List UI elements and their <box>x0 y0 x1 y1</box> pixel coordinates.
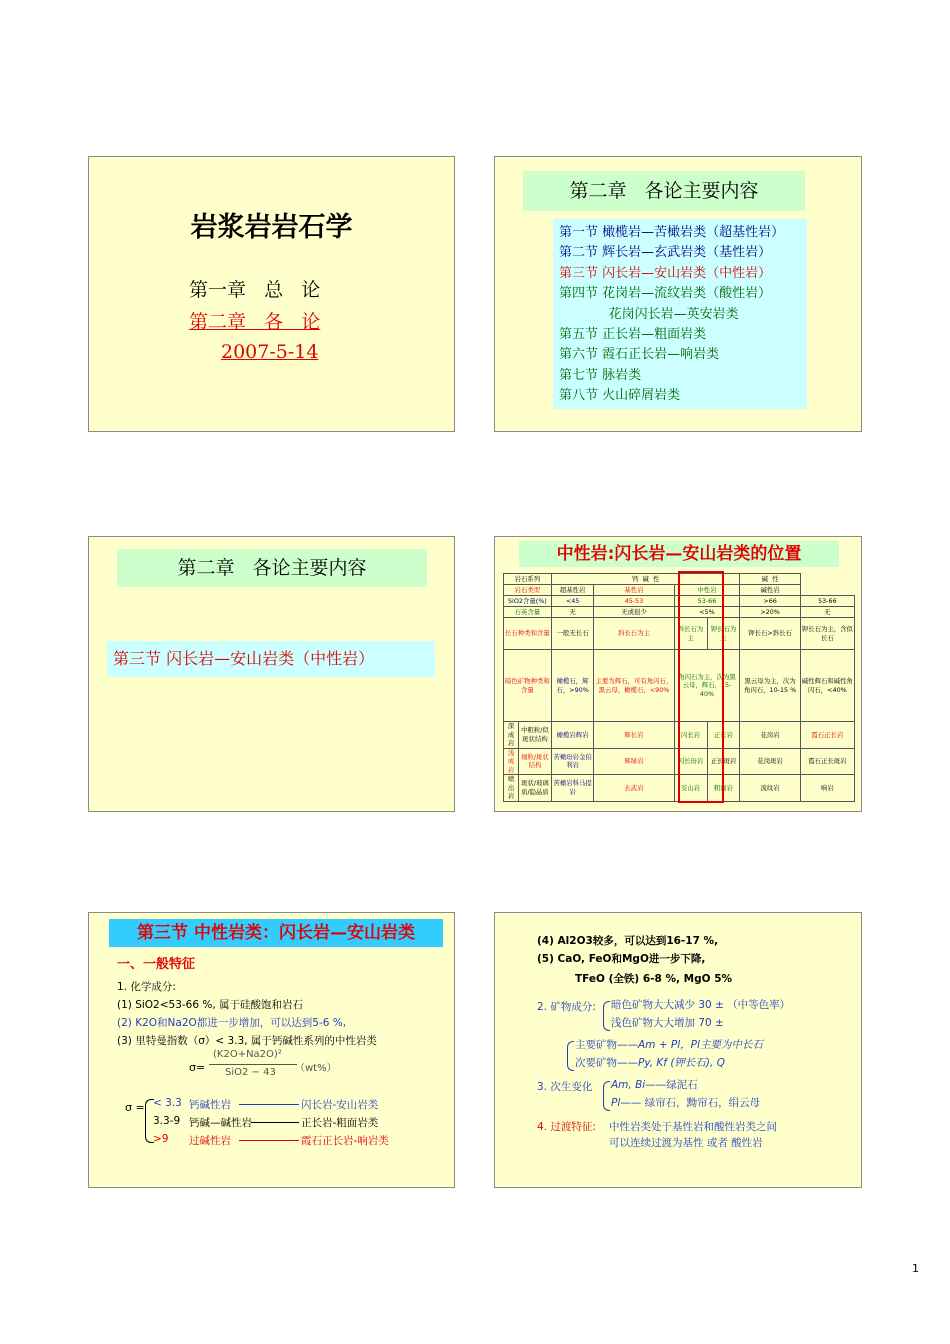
table-cell: 岩石系列 <box>504 574 552 585</box>
text-line: 浅色矿物大大增加 70 ± <box>611 1017 724 1029</box>
text-line: 1. 化学成分: <box>117 981 176 993</box>
slide-header: 第二章 各论主要内容 <box>523 171 805 211</box>
slide-section <box>88 536 455 812</box>
table-cell: 花岗斑岩 <box>740 748 800 775</box>
rock-class: 闪长岩-安山岩类 <box>301 1099 379 1111</box>
table-cell: 苦橄玢岩金伯利岩 <box>551 748 594 775</box>
table-cell: 细粒/斑状结构 <box>519 748 552 775</box>
table-cell: 正长岩 <box>707 722 740 749</box>
table-cell: 安山岩 <box>674 775 707 802</box>
table-cell: 响岩 <box>800 775 854 802</box>
table-cell: 喷出岩 <box>504 775 519 802</box>
table-cell: >20% <box>740 607 800 618</box>
sigma-range: < 3.3 <box>153 1097 182 1109</box>
table-cell: 斜长石为主 <box>674 618 707 650</box>
table-cell: 霞石正长岩 <box>800 722 854 749</box>
slide-header: 中性岩:闪长岩—安山岩类的位置 <box>519 541 839 567</box>
slide-contents <box>494 156 862 432</box>
list-item: 花岗闪长岩—英安岩类 <box>559 306 739 322</box>
text-line: 次要矿物——Py, Kf (钾长石), Q <box>575 1057 725 1069</box>
formula-denominator: SiO2 − 43 <box>225 1067 276 1078</box>
table-cell: 无 <box>800 607 854 618</box>
table-cell: 暗色矿物种类和含量 <box>504 650 552 722</box>
table-cell: 浅成岩 <box>504 748 519 775</box>
slide-features-cont <box>494 912 862 1188</box>
table-cell: 钾长石为主 <box>707 618 740 650</box>
formula-lhs: σ= <box>189 1061 206 1074</box>
brace <box>603 1001 610 1031</box>
list-item: 第四节 花岗岩—流纹岩类（酸性岩） <box>559 286 772 302</box>
table-cell: 45-53 <box>594 596 674 607</box>
table-row <box>504 585 855 596</box>
table-cell: 角闪石为主，次为黑云母，辉石，15-40% <box>674 650 740 722</box>
table-cell: 闪长玢岩 <box>674 748 707 775</box>
table-cell: 长石种类和含量 <box>504 618 552 650</box>
table-cell: 闪长岩 <box>674 722 707 749</box>
sigma-range: >9 <box>153 1133 169 1145</box>
table-row <box>504 618 855 650</box>
rock-class: 霞石正长岩-响岩类 <box>301 1135 389 1147</box>
table-cell: 流纹岩 <box>740 775 800 802</box>
table-row <box>504 748 855 775</box>
table-cell: 黑云母为主，次为角闪石，10-15 % <box>740 650 800 722</box>
table-cell: 无或很少 <box>594 607 674 618</box>
text-line: 可以连续过渡为基性 或者 酸性岩 <box>609 1137 763 1149</box>
text-line: (3) 里特曼指数（σ）< 3.3, 属于钙碱性系列的中性岩类 <box>117 1035 377 1047</box>
table-row <box>504 722 855 749</box>
brace <box>567 1041 574 1071</box>
text-line: TFeO (全铁) 6-8 %, MgO 5% <box>575 973 733 985</box>
slide-position-table <box>494 536 862 812</box>
table-cell: 钾长石为主，含似长石 <box>800 618 854 650</box>
text-line: (5) CaO, FeO和MgO进一步下降, <box>537 953 706 965</box>
table-cell: 碱性辉石和碱性角闪石，<40% <box>800 650 854 722</box>
list-item: 第二节 辉长岩—玄武岩类（基性岩） <box>559 245 772 261</box>
table-cell: >66 <box>740 596 800 607</box>
list-item: 第七节 脉岩类 <box>559 367 642 383</box>
table-cell: 正长斑岩 <box>707 748 740 775</box>
sigma-range: 3.3-9 <box>153 1115 181 1127</box>
list-item: 第八节 火山碎屑岩类 <box>559 388 681 404</box>
table-cell: 斑状/玻璃质/隐晶质 <box>519 775 552 802</box>
table-cell: 苦橄岩科马提岩 <box>551 775 594 802</box>
table-cell: 粗面岩 <box>707 775 740 802</box>
arrow-line <box>251 1122 299 1123</box>
date-line: 2007-5-14 <box>221 341 319 363</box>
table-cell: <5% <box>674 607 740 618</box>
table-cell: 碱性岩 <box>740 585 800 596</box>
fraction-line <box>209 1064 297 1065</box>
formula-unit: （wt%） <box>295 1063 337 1074</box>
transition-label: 4. 过渡特征: <box>537 1121 596 1133</box>
table-cell: 辉长岩 <box>594 722 674 749</box>
slide-general-features <box>88 912 455 1188</box>
rock-series: 过碱性岩 <box>189 1135 231 1147</box>
table-cell: 中性岩 <box>674 585 740 596</box>
table-cell: 橄榄岩辉岩 <box>551 722 594 749</box>
brace <box>603 1081 610 1111</box>
alteration-label: 3. 次生变化 <box>537 1081 593 1093</box>
table-cell: 一般无长石 <box>551 618 594 650</box>
table-cell: SiO2含量(%) <box>504 596 552 607</box>
table-row <box>504 607 855 618</box>
table-cell: 深成岩 <box>504 722 519 749</box>
list-item: 第五节 正长岩—粗面岩类 <box>559 326 707 342</box>
table-cell: 主要为辉石，可有角闪石，黑云母，橄榄石，<90% <box>594 650 674 722</box>
rock-class: 正长岩-粗面岩类 <box>301 1117 379 1129</box>
page-number: 1 <box>912 1262 919 1275</box>
slide-header: 第二章 各论主要内容 <box>117 549 427 587</box>
arrow-line <box>239 1104 299 1105</box>
subheading: 一、一般特征 <box>117 957 196 972</box>
formula-numerator: (K2O+Na2O)² <box>213 1049 282 1060</box>
table-cell: 玄武岩 <box>594 775 674 802</box>
slide-title <box>88 156 455 432</box>
chapter-two-line: 第二章 各 论 <box>189 311 321 333</box>
table-cell: 中粗粒/似斑状结构 <box>519 722 552 749</box>
table-row <box>504 775 855 802</box>
table-cell: 钙 碱 性 <box>551 574 740 585</box>
sigma-label: σ = <box>125 1101 145 1114</box>
rock-series: 钙碱—碱性岩 <box>189 1117 252 1129</box>
text-line: (1) SiO2<53-66 %, 属于硅酸饱和岩石 <box>117 999 304 1011</box>
table-cell: 花岗岩 <box>740 722 800 749</box>
list-item: 第六节 霞石正长岩—响岩类 <box>559 347 720 363</box>
table-cell: 霞石正长斑岩 <box>800 748 854 775</box>
mineral-label: 2. 矿物成分: <box>537 1001 596 1013</box>
table-row <box>504 596 855 607</box>
table-cell: 钾长石>斜长石 <box>740 618 800 650</box>
list-item: 第三节 闪长岩—安山岩类（中性岩） <box>559 265 772 281</box>
text-line: Pl—— 绿帘石，黝帘石，绢云母 <box>611 1097 761 1109</box>
table-cell: 基性岩 <box>594 585 674 596</box>
table-cell: 超基性岩 <box>551 585 594 596</box>
section-list <box>553 219 807 409</box>
text-line: Am, Bi——绿泥石 <box>611 1079 698 1091</box>
table-row <box>504 574 855 585</box>
slide-header: 第三节 中性岩类：闪长岩—安山岩类 <box>109 919 443 947</box>
table-cell: 53-66 <box>674 596 740 607</box>
text-line: 中性岩类处于基性岩和酸性岩类之间 <box>609 1121 777 1133</box>
table-cell: 橄榄石，辉石，>90% <box>551 650 594 722</box>
table-cell: 53-66 <box>800 596 854 607</box>
text-line: (4) Al2O3较多，可以达到16-17 %, <box>537 935 719 947</box>
table-row <box>504 650 855 722</box>
text-line: 主要矿物——Am + Pl，Pl主要为中长石 <box>575 1039 763 1051</box>
section-title: 第三节 闪长岩—安山岩类（中性岩） <box>107 641 435 677</box>
table-cell: 辉绿岩 <box>594 748 674 775</box>
table-cell: 斜长石为主 <box>594 618 674 650</box>
slide-title-heading: 岩浆岩岩石学 <box>190 212 353 243</box>
list-item: 第一节 橄榄岩—苦橄岩类（超基性岩） <box>559 225 785 240</box>
rock-classification-table <box>503 573 855 802</box>
text-line: (2) K2O和Na2O都进一步增加，可以达到5-6 %, <box>117 1017 347 1029</box>
table-cell: <45 <box>551 596 594 607</box>
rock-series: 钙碱性岩 <box>189 1099 231 1111</box>
text-line: 暗色矿物大大减少 30 ± （中等色率） <box>611 999 791 1011</box>
arrow-line <box>239 1140 299 1141</box>
table-cell: 石英含量 <box>504 607 552 618</box>
table-cell: 碱 性 <box>740 574 800 585</box>
table-cell: 无 <box>551 607 594 618</box>
table-cell: 岩石类型 <box>504 585 552 596</box>
chapter-one-line: 第一章 总 论 <box>189 279 321 301</box>
